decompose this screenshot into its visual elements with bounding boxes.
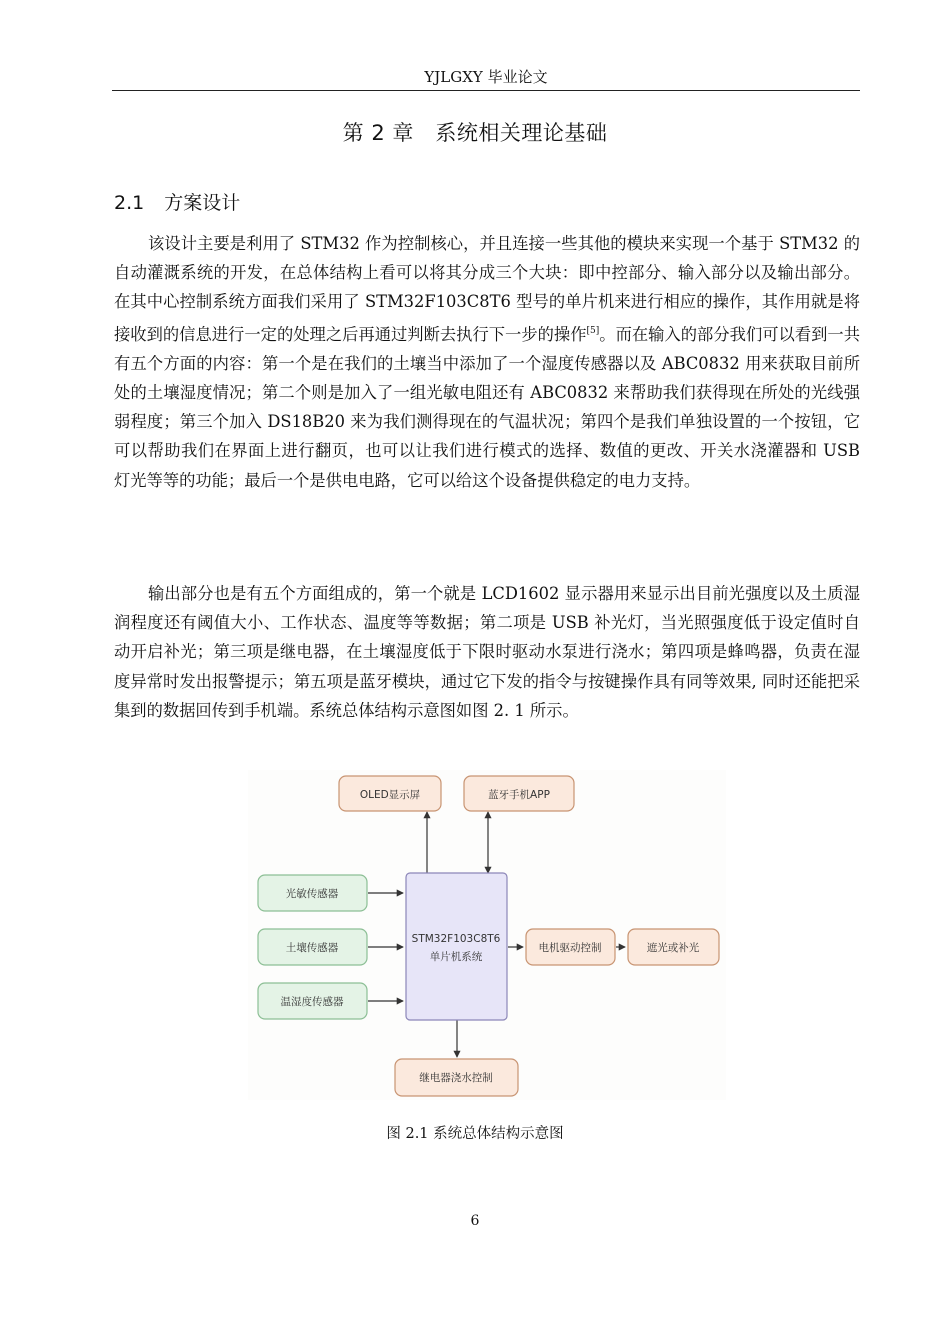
paragraph-1 xyxy=(114,229,860,495)
mcu-model-label: STM32F103C8T6 xyxy=(411,933,501,945)
relay-water-control-label: 继电器浇水控制 xyxy=(419,1072,493,1084)
citation-reference[interactable]: [5] xyxy=(586,325,600,336)
figure-caption: 图 2.1 系统总体结构示意图 xyxy=(386,1126,564,1142)
oled-display-label: OLED显示屏 xyxy=(359,789,421,801)
chapter-title: 第 2 章 系统相关理论基础 xyxy=(342,121,608,145)
mcu-system-label: 单片机系统 xyxy=(429,951,483,963)
running-header: YJLGXY 毕业论文 xyxy=(424,68,548,86)
paragraph-1-part-a: 该设计主要是利用了 STM32 作为控制核心，并且连接一些其他的模块来实现一个基于 STM32 的自动灌溉系统的开发，在总体结构上看可以将其分成三个大块：即中控部分、输入部分以及输出部分。在其中心控制系统方面我们采用了 STM32F103C8T6 型号的单片机来进行相应的操作，其作用就是将接收到的信息进行一定的处理之后再通过判断去执行下一步的操作 xyxy=(114,234,860,344)
light-sensor-label: 光敏传感器 xyxy=(285,888,339,900)
bluetooth-app-label: 蓝牙手机APP xyxy=(488,789,550,801)
section-title: 方案设计 xyxy=(164,192,241,214)
section-heading xyxy=(114,188,240,215)
paragraph-1-part-b: 。而在输入的部分我们可以看到一共有五个方面的内容：第一个是在我们的土壤当中添加了一个湿度传感器以及 ABC0832 用来获取目前所处的土壤湿度情况；第二个则是加入了一组光敏电阻还有 ABC0832 来帮助我们获得现在所处的光线强弱程度；第三个加入 DS18B20 来为我们测得现在的气温状况；第四个是我们单独设置的一个按钮，它可以帮助我们在界面上进行翻页，也可以让我们进行模式的选择、数值的更改、开关水浇灌器和 USB 灯光等等的功能；最后一个是供电电路，它可以给这个设备提供稳定的电力支持。 xyxy=(114,324,860,490)
header-rule xyxy=(112,90,860,91)
shade-fill-light-label: 遮光或补光 xyxy=(646,942,700,954)
paragraph-2: 输出部分也是有五个方面组成的，第一个就是 LCD1602 显示器用来显示出目前光强度以及土质湿润程度还有阈值大小、工作状态、温度等等数据；第二项是 USB 补光灯，当光照强度低于设定值时自动开启补光；第三项是继电器，在土壤湿度低于下限时驱动水泵进行浇水；第四项是蜂鸣器，负责在湿度异常时发出报警提示；第五项是蓝牙模块，通过它下发的指令与按键操作具有同等效果, 同时还能把采集到的数据回传到手机端。系统总体结构示意图如图 2. 1 所示。 xyxy=(114,584,860,720)
motor-control-label: 电机驱动控制 xyxy=(538,942,602,954)
page-number: 6 xyxy=(470,1213,480,1229)
system-structure-diagram xyxy=(248,770,726,1100)
soil-sensor-label: 土壤传感器 xyxy=(285,942,339,954)
section-number: 2.1 xyxy=(114,192,145,214)
temp-humidity-sensor-label: 温湿度传感器 xyxy=(280,996,344,1008)
mcu-box xyxy=(406,873,507,1020)
